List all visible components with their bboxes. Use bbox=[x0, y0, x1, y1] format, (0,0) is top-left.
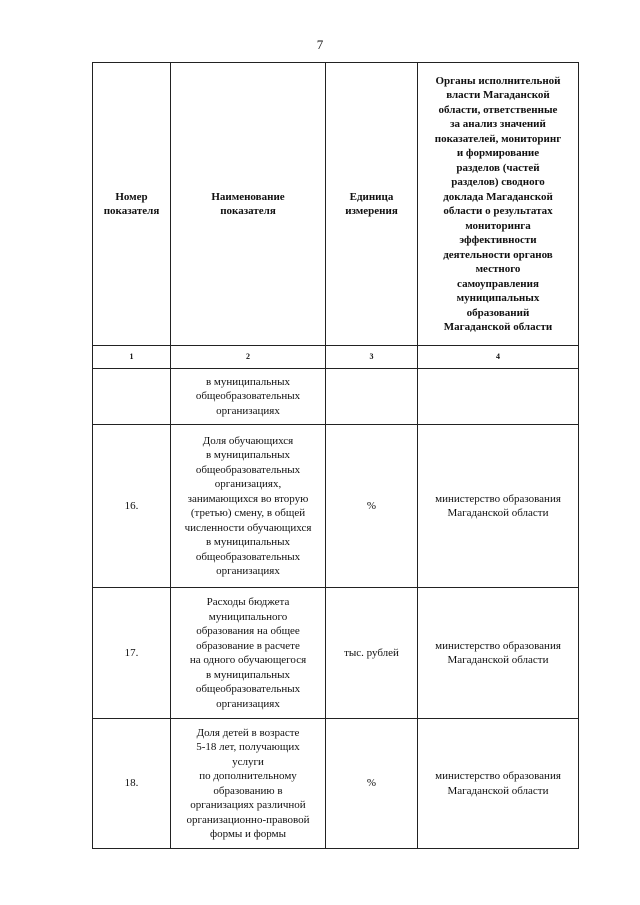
column-number: 4 bbox=[418, 346, 579, 369]
indicator-unit: тыс. рублей bbox=[326, 588, 418, 719]
column-number: 1 bbox=[93, 346, 171, 369]
header-indicator-number: Номер показателя bbox=[93, 63, 171, 346]
table-row bbox=[93, 425, 579, 588]
header-responsible-authority: Органы исполнительной власти Магаданской области, ответственные за анализ значений показателей, мониторинг и формирование разделов (частей разделов) сводного доклада Магаданской области о результатах мониторинга эффективности деятельности органов местного самоуправления муниципальных образований Магаданской области bbox=[418, 63, 579, 346]
indicator-number: 18. bbox=[93, 719, 171, 849]
table-row bbox=[93, 588, 579, 719]
indicator-name: Расходы бюджета муниципального образования на общее образование в расчете на одного обучающегося в муниципальных общеобразовательных организациях bbox=[171, 588, 326, 719]
header-indicator-name: Наименование показателя bbox=[171, 63, 326, 346]
indicator-authority bbox=[418, 369, 579, 425]
column-number: 3 bbox=[326, 346, 418, 369]
table-row bbox=[93, 719, 579, 849]
indicator-name: Доля обучающихся в муниципальных общеобразовательных организациях, занимающихся во вторую (третью) смену, в общей численности обучающихся в муниципальных общеобразовательных организациях bbox=[171, 425, 326, 588]
indicator-name: в муниципальных общеобразовательных организациях bbox=[171, 369, 326, 425]
indicator-name: Доля детей в возрасте 5-18 лет, получающих услуги по дополнительному образованию в организациях различной организационно-правовой формы и формы bbox=[171, 719, 326, 849]
table-row bbox=[93, 369, 579, 425]
column-number-row bbox=[93, 346, 579, 369]
column-number: 2 bbox=[171, 346, 326, 369]
indicator-authority: министерство образования Магаданской области bbox=[418, 588, 579, 719]
indicator-authority: министерство образования Магаданской области bbox=[418, 719, 579, 849]
indicator-unit: % bbox=[326, 719, 418, 849]
indicator-number bbox=[93, 369, 171, 425]
indicator-number: 17. bbox=[93, 588, 171, 719]
indicator-unit: % bbox=[326, 425, 418, 588]
indicator-number: 16. bbox=[93, 425, 171, 588]
header-unit: Единица измерения bbox=[326, 63, 418, 346]
indicators-table bbox=[92, 62, 579, 849]
page-number: 7 bbox=[316, 37, 324, 52]
indicator-unit bbox=[326, 369, 418, 425]
table-header-row bbox=[93, 63, 579, 346]
indicator-authority: министерство образования Магаданской области bbox=[418, 425, 579, 588]
